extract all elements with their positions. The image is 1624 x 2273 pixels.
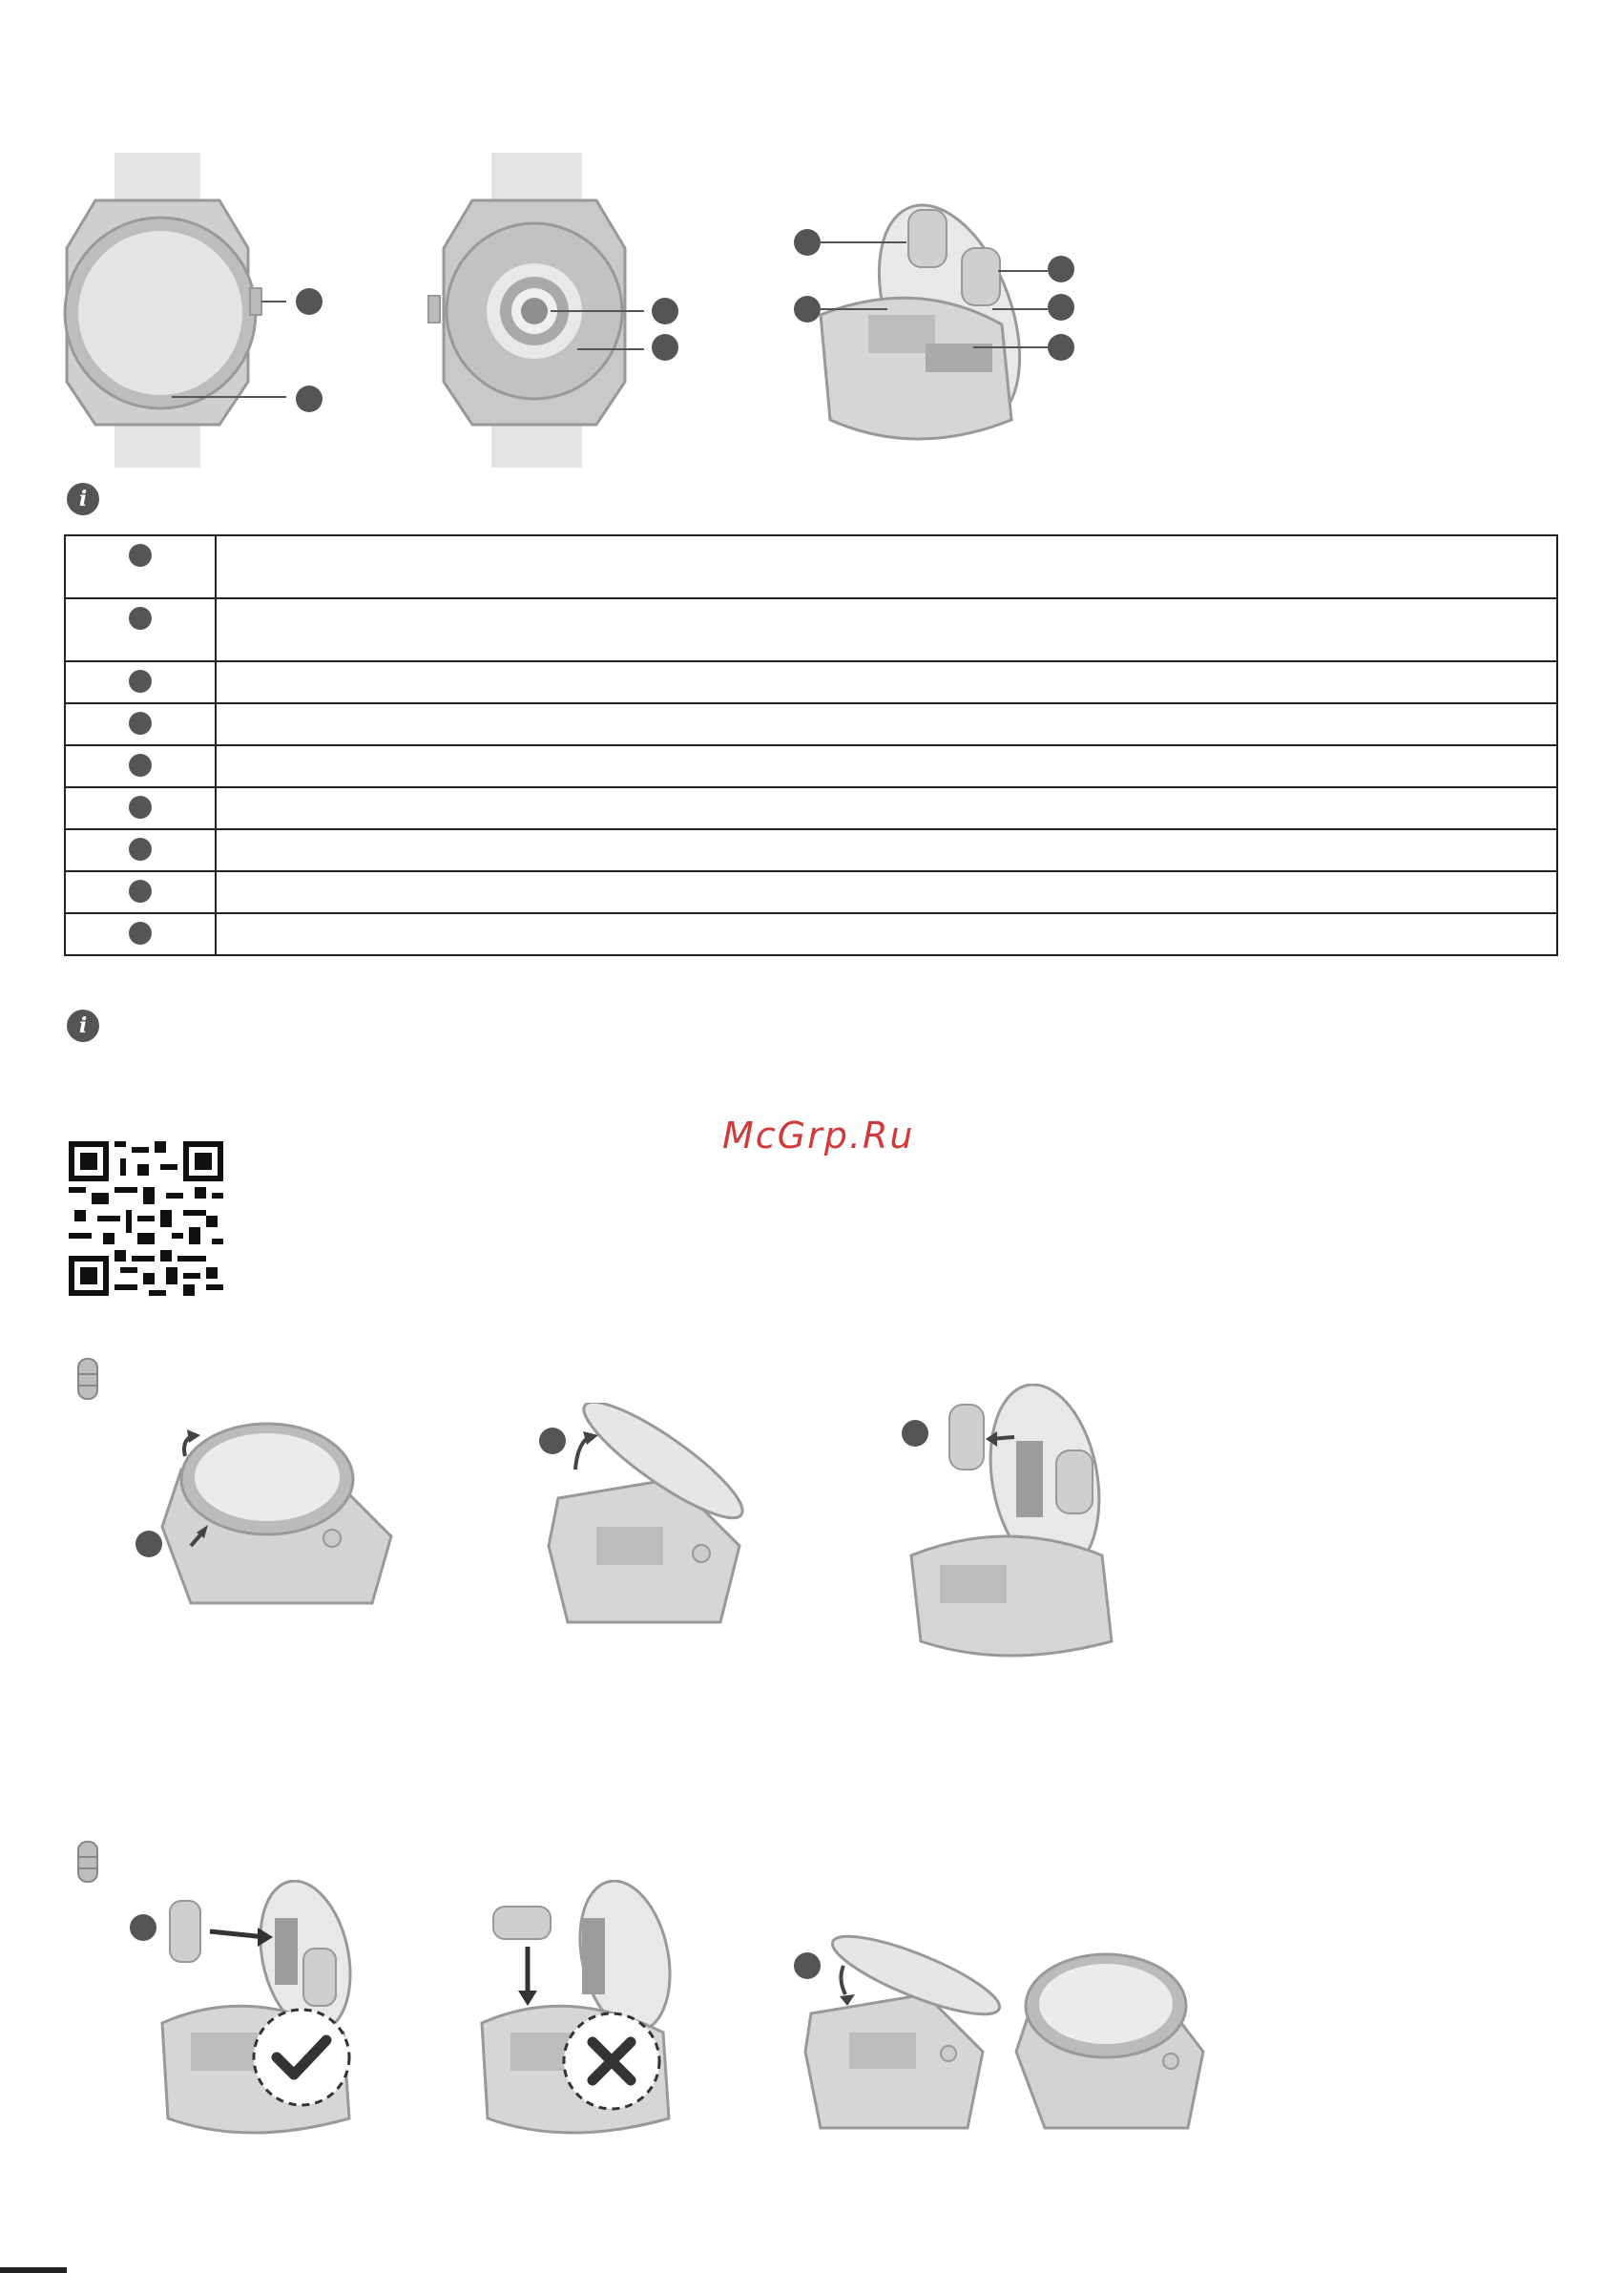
table-row <box>65 913 1557 955</box>
watch-open-earbuds-illustration <box>782 172 1097 468</box>
info-icon: i <box>67 1010 99 1042</box>
callout-marker-8 <box>129 880 152 903</box>
table-row <box>65 745 1557 787</box>
earbud-icon <box>76 1840 99 1884</box>
step-insert-wrong-illustration <box>472 1880 682 2147</box>
callout-marker-2 <box>129 607 152 630</box>
legend-table <box>64 534 1558 956</box>
table-row <box>65 703 1557 745</box>
table-row <box>65 871 1557 913</box>
callout-marker-7 <box>129 838 152 861</box>
table-row <box>65 829 1557 871</box>
watch-back-illustration <box>425 153 701 468</box>
info-icon: i <box>67 483 99 515</box>
step-lift-lid-illustration <box>530 1403 768 1641</box>
qr-code[interactable] <box>69 1141 223 1296</box>
table-row <box>65 661 1557 703</box>
callout-marker-1 <box>129 544 152 567</box>
step-close-lid-illustration <box>792 1928 1002 2137</box>
step-take-earbud-illustration <box>892 1384 1140 1660</box>
watch-front-illustration <box>57 153 363 468</box>
footer-bar <box>0 2267 67 2273</box>
watermark-text: McGrp.Ru <box>722 1115 915 1157</box>
callout-marker-9 <box>129 922 152 945</box>
table-row <box>65 598 1557 661</box>
callout-marker-3 <box>129 670 152 693</box>
callout-marker-4 <box>129 712 152 735</box>
callout-marker-5 <box>129 754 152 777</box>
step-insert-correct-illustration <box>124 1880 372 2147</box>
table-row <box>65 787 1557 829</box>
earbud-icon <box>76 1357 99 1401</box>
watch-closed-illustration <box>1007 1947 1207 2137</box>
table-row <box>65 535 1557 598</box>
callout-marker-6 <box>129 796 152 819</box>
step-open-watch-illustration <box>124 1412 410 1622</box>
